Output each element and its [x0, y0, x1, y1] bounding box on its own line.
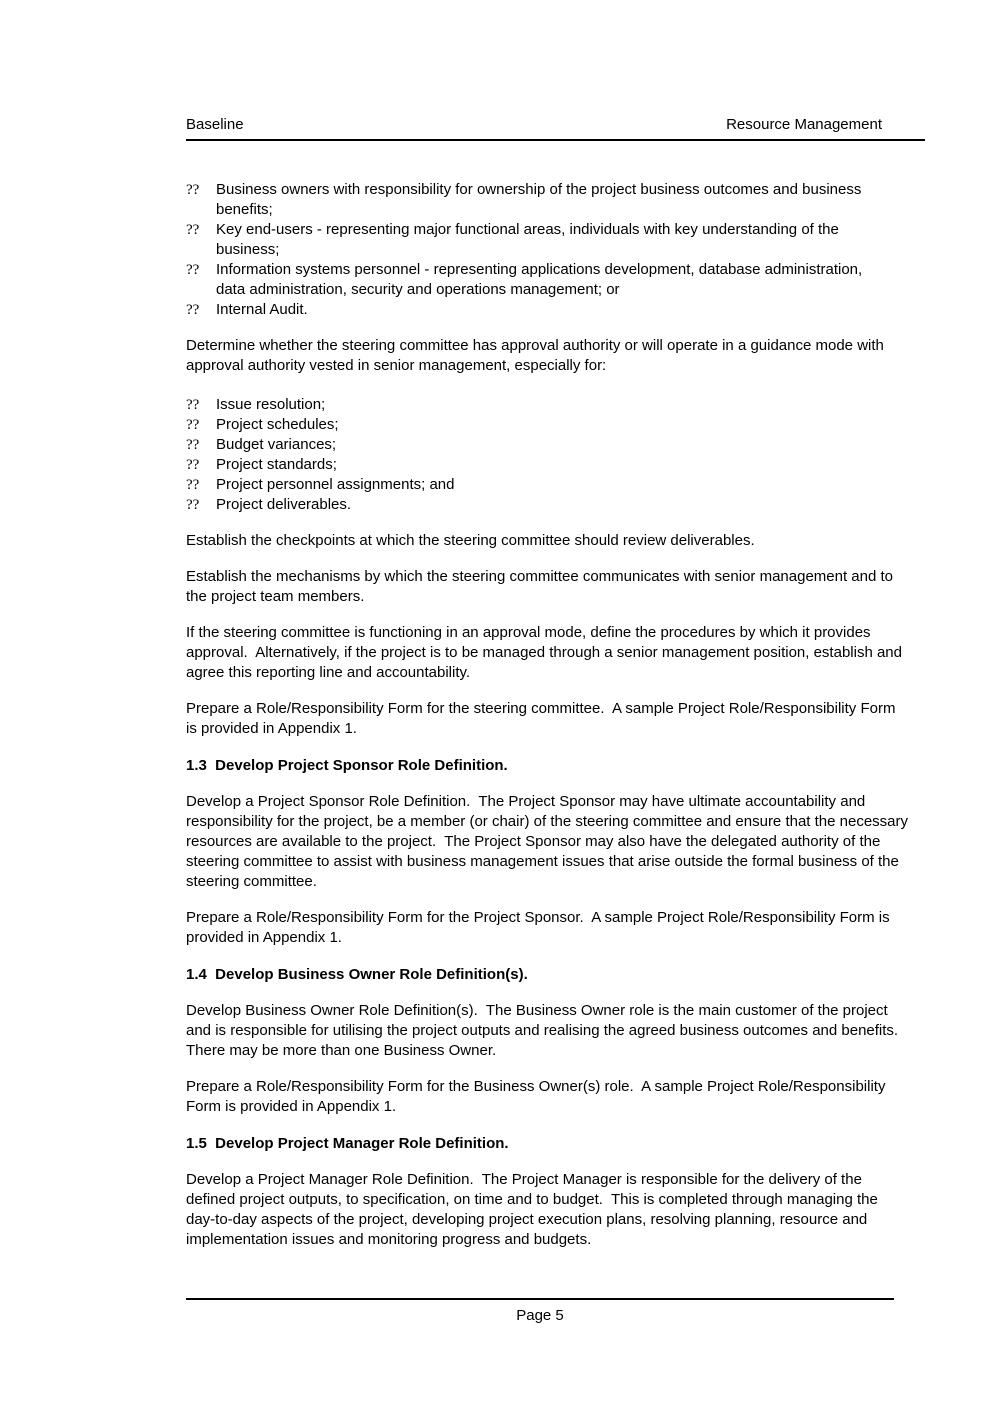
- bullet-marker: ??: [186, 457, 200, 473]
- list-item: [186, 395, 910, 415]
- paragraph-mechanisms: Establish the mechanisms by which the steering committee communicates with senior management and to the project team members.: [186, 568, 898, 605]
- bullet-marker: ??: [186, 437, 200, 453]
- bullet-marker: ??: [186, 222, 200, 238]
- list-item: [186, 415, 910, 435]
- list-item-text: Project standards;: [216, 456, 337, 473]
- list-item-text: Budget variances;: [216, 436, 337, 453]
- paragraph-sponsor-definition: Develop a Project Sponsor Role Definition. The Project Sponsor may have ultimate accountability and responsibility for the project, be a member (or chair) of the steering committee and ensure that the necessary resources are available to the project. The Project Sponsor may also have the delegated authority of the steering committee to assist with business management issues that arise outside the formal business of the steering committee.: [186, 793, 913, 890]
- paragraph-approval-mode: If the steering committee is functioning in an approval mode, define the procedures by which it provides approval. Alternatively, if the project is to be managed through a senior management position, establish and agree this reporting line and accountability.: [186, 624, 907, 681]
- approval-areas-list: [186, 395, 910, 515]
- list-item: [186, 455, 910, 475]
- bullet-marker: ??: [186, 262, 200, 278]
- page-number: Page 5: [516, 1307, 564, 1324]
- list-item-text: Internal Audit.: [216, 301, 308, 318]
- list-item-text: Business owners with responsibility for ownership of the project business outcomes and business benefits;: [216, 181, 862, 218]
- section-heading-1-4: 1.4 Develop Business Owner Role Definition(s).: [186, 966, 528, 983]
- list-item: [186, 495, 910, 515]
- list-item-text: Project deliverables.: [216, 496, 352, 513]
- paragraph-prepare-committee-form: Prepare a Role/Responsibility Form for the steering committee. A sample Project Role/Responsibility Form is provided in Appendix 1.: [186, 700, 900, 737]
- section-heading-1-3: 1.3 Develop Project Sponsor Role Definition.: [186, 757, 508, 774]
- bullet-marker: ??: [186, 182, 200, 198]
- paragraph-checkpoints: Establish the checkpoints at which the steering committee should review deliverables.: [186, 532, 755, 549]
- bullet-marker: ??: [186, 302, 200, 318]
- list-item-text: Project schedules;: [216, 416, 339, 433]
- header-left-title: Baseline: [186, 116, 244, 133]
- list-item: [186, 260, 910, 300]
- list-item: [186, 220, 910, 260]
- page-footer: [186, 1298, 894, 1326]
- list-item-text: Project personnel assignments; and: [216, 476, 455, 493]
- bullet-marker: ??: [186, 397, 200, 413]
- paragraph-determine-authority: Determine whether the steering committee has approval authority or will operate in a guidance mode with approval authority vested in senior management, especially for:: [186, 337, 889, 374]
- list-item: [186, 180, 910, 220]
- paragraph-business-owner-definition: Develop Business Owner Role Definition(s). The Business Owner role is the main customer of the project and is responsible for utilising the project outputs and realising the agreed business outcomes and benefits. There may be more than one Business Owner.: [186, 1002, 907, 1059]
- paragraph-prepare-sponsor-form: Prepare a Role/Responsibility Form for the Project Sponsor. A sample Project Role/Responsibility Form is provided in Appendix 1.: [186, 909, 894, 946]
- list-item: [186, 475, 910, 495]
- paragraph-project-manager-definition: Develop a Project Manager Role Definition. The Project Manager is responsible for the delivery of the defined project outputs, to specification, on time and to budget. This is completed through managing the day-to-day aspects of the project, developing project execution plans, resolving planning, resource and implementation issues and monitoring progress and budgets.: [186, 1171, 882, 1248]
- list-item: [186, 435, 910, 455]
- section-heading-1-5: 1.5 Develop Project Manager Role Definition.: [186, 1135, 509, 1152]
- document-body: [186, 180, 913, 1250]
- paragraph-prepare-owner-form: Prepare a Role/Responsibility Form for the Business Owner(s) role. A sample Project Role/Responsibility Form is provided in Appendix 1.: [186, 1078, 890, 1115]
- page-header: [186, 115, 925, 141]
- list-item-text: Issue resolution;: [216, 396, 326, 413]
- bullet-marker: ??: [186, 477, 200, 493]
- bullet-marker: ??: [186, 497, 200, 513]
- header-right-title: Resource Management: [726, 116, 882, 133]
- committee-members-list: [186, 180, 910, 320]
- list-item-text: Key end-users - representing major functional areas, individuals with key understanding of the business;: [216, 221, 839, 258]
- list-item-text: Information systems personnel - representing applications development, database administration, data administration, security and operations management; or: [216, 261, 863, 298]
- list-item: [186, 300, 910, 320]
- bullet-marker: ??: [186, 417, 200, 433]
